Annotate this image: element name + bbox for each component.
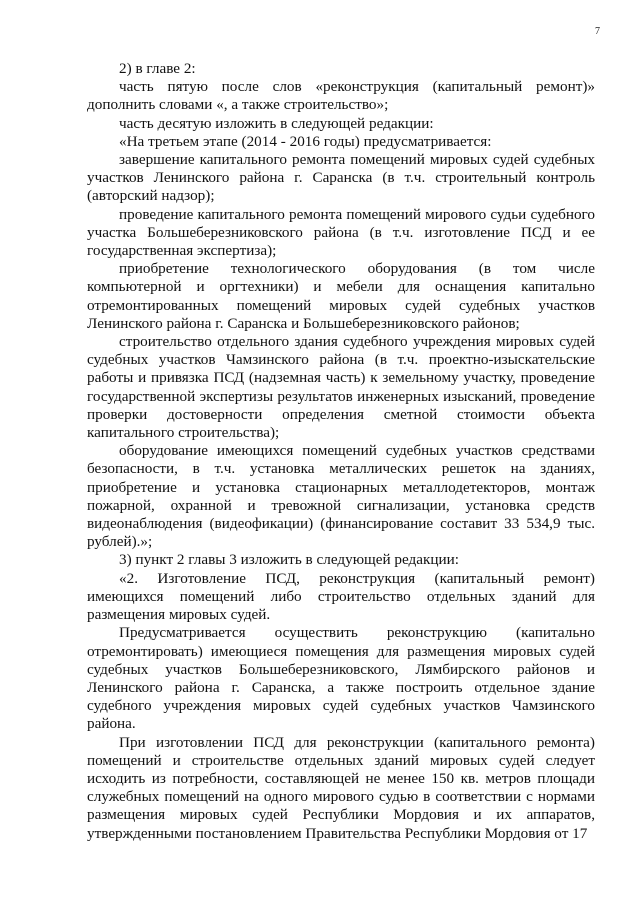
paragraph: завершение капитального ремонта помещений мировых судей судебных участков Ленинского района г. Саранска (в т.ч. строительный контроль (авторский надзор); bbox=[87, 151, 595, 205]
paragraph: При изготовлении ПСД для реконструкции (капитального ремонта) помещений и строительстве отдельных зданий мировых судей следует исходить из потребности, составляющей не менее 150 кв. метров площади служебных помещений на одного мирового судью в соответствии с нормами размещения мировых судей Республики Мордовия и их аппаратов, утвержденными постановлением Правительства Республики Мордовия от 17 bbox=[87, 733, 595, 842]
page-number: 7 bbox=[595, 26, 600, 37]
paragraph: часть пятую после слов «реконструкция (капитальный ремонт)» дополнить словами «, а также строительство»; bbox=[87, 78, 595, 114]
paragraph: проведение капитального ремонта помещений мирового судьи судебного участка Большеберезниковского района (в т.ч. изготовление ПСД и ее государственная экспертиза); bbox=[87, 205, 595, 260]
paragraph: 3) пункт 2 главы 3 изложить в следующей редакции: bbox=[119, 551, 459, 569]
paragraph: строительство отдельного здания судебного учреждения мировых судей судебных участков Чамзинского района (в т.ч. проектно-изыскательские работы и привязка ПСД (надземная часть) к земельному участку, проведение государственной экспертизы результатов инженерных изысканий, проведение проверки достоверности определения сметной стоимости объекта капитального строительства); bbox=[87, 333, 595, 442]
paragraph: 2) в главе 2: bbox=[119, 60, 196, 77]
paragraph: Предусматривается осуществить реконструкцию (капитально отремонтировать) имеющиеся помещения для размещения мировых судей судебных участков Большеберезниковского, Лямбирского районов и Ленинского района г. Саранска, а также построить отдельное здание судебного учреждения мировых судей судебных участков Чамзинского района. bbox=[87, 624, 595, 733]
paragraph: приобретение технологического оборудования (в том числе компьютерной и оргтехники) и мебели для оснащения капитально отремонтированных помещений мировых судей судебных участков Ленинского района г. Саранска и Большеберезниковского районов; bbox=[87, 260, 595, 332]
paragraph: «2. Изготовление ПСД, реконструкция (капитальный ремонт) имеющихся помещений либо строительство отдельных зданий для размещения мировых судей. bbox=[87, 569, 595, 624]
paragraph: часть десятую изложить в следующей редакции: bbox=[119, 114, 434, 132]
paragraph: «На третьем этапе (2014 - 2016 годы) предусматривается: bbox=[119, 132, 492, 150]
paragraph: оборудование имеющихся помещений судебных участков средствами безопасности, в т.ч. установка металлических решеток на зданиях, приобретение и установка стационарных металлодетекторов, монтаж пожарной, охранной и тревожной сигнализации, установка средств видеонаблюдения (видеофикации) (финансирование составит 33 534,9 тыс. рублей).»; bbox=[87, 442, 595, 551]
document-body bbox=[87, 60, 595, 843]
